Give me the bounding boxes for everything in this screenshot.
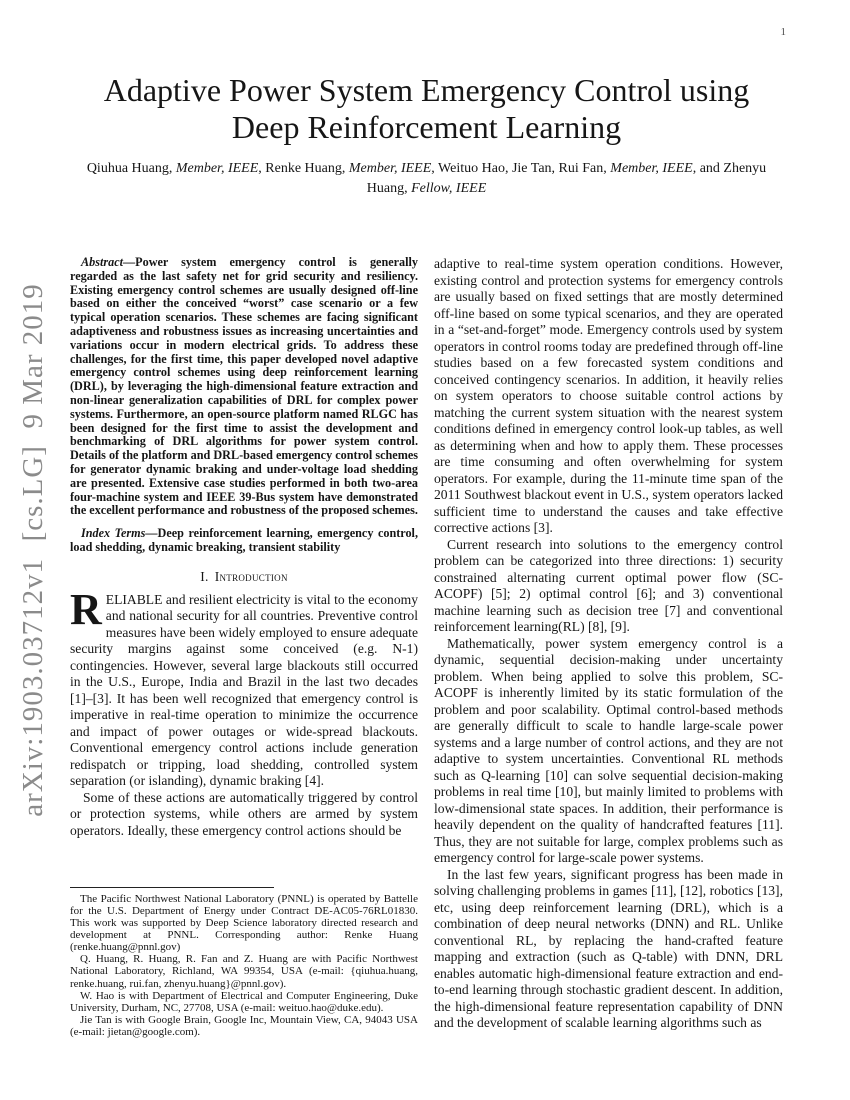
footnote-rule xyxy=(70,887,274,888)
title-line-1: Adaptive Power System Emergency Control using xyxy=(103,72,750,108)
footnote-funding: The Pacific Northwest National Laboratory (PNNL) is operated by Battelle for the U.S. Department of Energy under Contract DE-AC05-76RL01830. This work was supported by Deep Science laboratory directed research and development at PNNL. Corresponding author: Renke Huang (renke.huang@pnnl.gov) xyxy=(70,892,418,954)
intro-paragraph-1 xyxy=(70,584,418,790)
intro-paragraph-4: Mathematically, power system emergency control is a dynamic, sequential decision-making under uncertainty problem. When being applied to solve this problem, SC-ACOPF is inherently limited by its static formulation of the problem and poor scalability. Optimal control-based methods are generally difficult to scale to handle large-scale power systems and a large number of control actions, and they are not adaptive to system uncertainties. Conventional RL methods such as Q-learning [10] can solve sequential decision-making problems in real time [10], but mainly limited to problems with low-dimensional state spaces. In addition, their performance is heavily dependent on the quality of handcrafted features [11]. Thus, they are not suitable for large, complex problems such as emergency control for large-scale power systems. xyxy=(434,635,783,865)
abstract-label: Abstract— xyxy=(81,256,136,269)
index-terms-text: Deep reinforcement learning, emergency control, load shedding, dynamic breaking, transient stability xyxy=(70,526,418,554)
section-title: Introduction xyxy=(214,568,288,584)
title-block xyxy=(70,72,783,199)
index-terms-paragraph xyxy=(70,527,418,555)
intro-paragraph-3: Current research into solutions to the emergency control problem can be categorized into three directions: 1) security constrained alternating current optimal power flow (SC-ACOPF) [5]; 2) optimal control [6]; and 3) conventional machine learning such as decision tree [7] and conventional reinforcement learning(RL) [8], [9]. xyxy=(434,536,783,634)
intro-paragraph-1-lead: ELIABLE xyxy=(105,591,163,607)
arxiv-watermark: arXiv:1903.03712v1 [cs.LG] 9 Mar 2019 xyxy=(17,283,49,817)
abstract-paragraph xyxy=(70,256,418,518)
drop-cap: R xyxy=(70,584,102,634)
intro-paragraph-5: In the last few years, significant progress has been made in solving challenging problems in games [11], [12], robotics [13], etc, using deep reinforcement learning (DRL), which is a combination of deep neural networks (DNN) and RL. Unlike conventional RL, by replacing the hand-crafted feature mapping and extraction (such as Q-table) with DNN, DRL enables automatic high-dimensional feature extraction and end-to-end learning through stochastic gradient descent. In addition, the high-dimensional feature representation capability of DNN and the development of scalable learning algorithms such as xyxy=(434,866,783,1030)
title-line-2: Deep Reinforcement Learning xyxy=(231,109,622,145)
two-column-body xyxy=(70,256,783,1038)
section-heading-introduction xyxy=(70,569,418,585)
section-number: I. xyxy=(200,568,209,584)
paper-title xyxy=(70,72,783,146)
footnote-google-author: Jie Tan is with Google Brain, Google Inc, Mountain View, CA, 94043 USA (e-mail: jietan@google.com). xyxy=(70,1013,418,1038)
left-column xyxy=(70,256,418,1038)
footnote-block xyxy=(70,887,418,1038)
footnote-duke-author: W. Hao is with Department of Electrical and Computer Engineering, Duke University, Durham, NC, 27708, USA (e-mail: weituo.hao@duke.edu). xyxy=(70,989,418,1014)
abstract-text: Power system emergency control is generally regarded as the last safety net for grid security and resiliency. Existing emergency control schemes are usually designed off-line based on either the conceived “worst” case scenario or a few typical operation scenarios. These schemes are facing significant adaptiveness and robustness issues as increasing uncertainties and variations occur in modern electrical grids. To address these challenges, for the first time, this paper developed novel adaptive emergency control schemes using deep reinforcement learning (DRL), by leveraging the high-dimensional feature extraction and non-linear generalization capabilities of DRL for complex power systems. Furthermore, an open-source platform named RLGC has been designed for the first time to assist the development and benchmarking of DRL algorithms for power system control. Details of the platform and DRL-based emergency control schemes for generator dynamic braking and under-voltage load shedding are presented. Extensive case studies performed in both two-area four-machine system and IEEE 39-Bus system have demonstrated the excellent performance and robustness of the proposed schemes. xyxy=(70,256,418,518)
index-terms-label: Index Terms— xyxy=(81,526,158,541)
intro-paragraph-2: Some of these actions are automatically triggered by control or protection systems, while others are armed by system operators. Ideally, these emergency control actions should be xyxy=(70,789,418,838)
author-line: Qiuhua Huang, Member, IEEE, Renke Huang, Member, IEEE, Weituo Hao, Jie Tan, Rui Fan, Member, IEEE, and Zhenyu Huang, Fellow, IEEE xyxy=(86,161,767,196)
footnote-pnnl-authors: Q. Huang, R. Huang, R. Fan and Z. Huang are with Pacific Northwest National Laboratory, Richland, WA 99354, USA (e-mail: {qiuhua.huang, renke.huang, rui.fan, zhenyu.huang}@pnnl.gov). xyxy=(70,953,418,990)
intro-paragraph-1-text: and resilient electricity is vital to the economy and national security for all countries. Preventive control measures have been widely employed to ensure adequate security margins against some conceived (e.g. N-1) contingencies. However, several large blackouts still occurred in the U.S., Europe, India and Brazil in the last two decades [1]–[3]. It has been well recognized that emergency control is imperative in real-time operation to minimize the occurrence and impact of power outages or wide-spread blackouts. Conventional emergency control actions include generation redispatch or tripping, load shedding, controlled system separation (or islanding), dynamic braking [4]. xyxy=(70,591,418,789)
page-number: 1 xyxy=(780,26,786,38)
intro-paragraph-2-continuation: adaptive to real-time system operation conditions. However, existing control and protection systems for emergency controls are usually based on fixed settings that are mostly determined off-line based on some typical scenarios, and they are operated in a “set-and-forget” mode. Emergency controls used by system operators in control rooms today are predefined through off-line studies based on a few forecasted system conditions and conceived contingency scenarios. In addition, it heavily relies on system operators to choose suitable control actions by matching the current system situation with the nearest system conditions defined in emergency control look-up tables, as well as determining when and how to apply them. These processes are time consuming and often overwhelming for system operators. For example, during the 11-minute time span of the 2011 Southwest blackout event in U.S., system operators lacked sufficient time to understand the causes and take effective corrective actions [3]. xyxy=(434,256,783,535)
right-column xyxy=(434,256,783,1038)
